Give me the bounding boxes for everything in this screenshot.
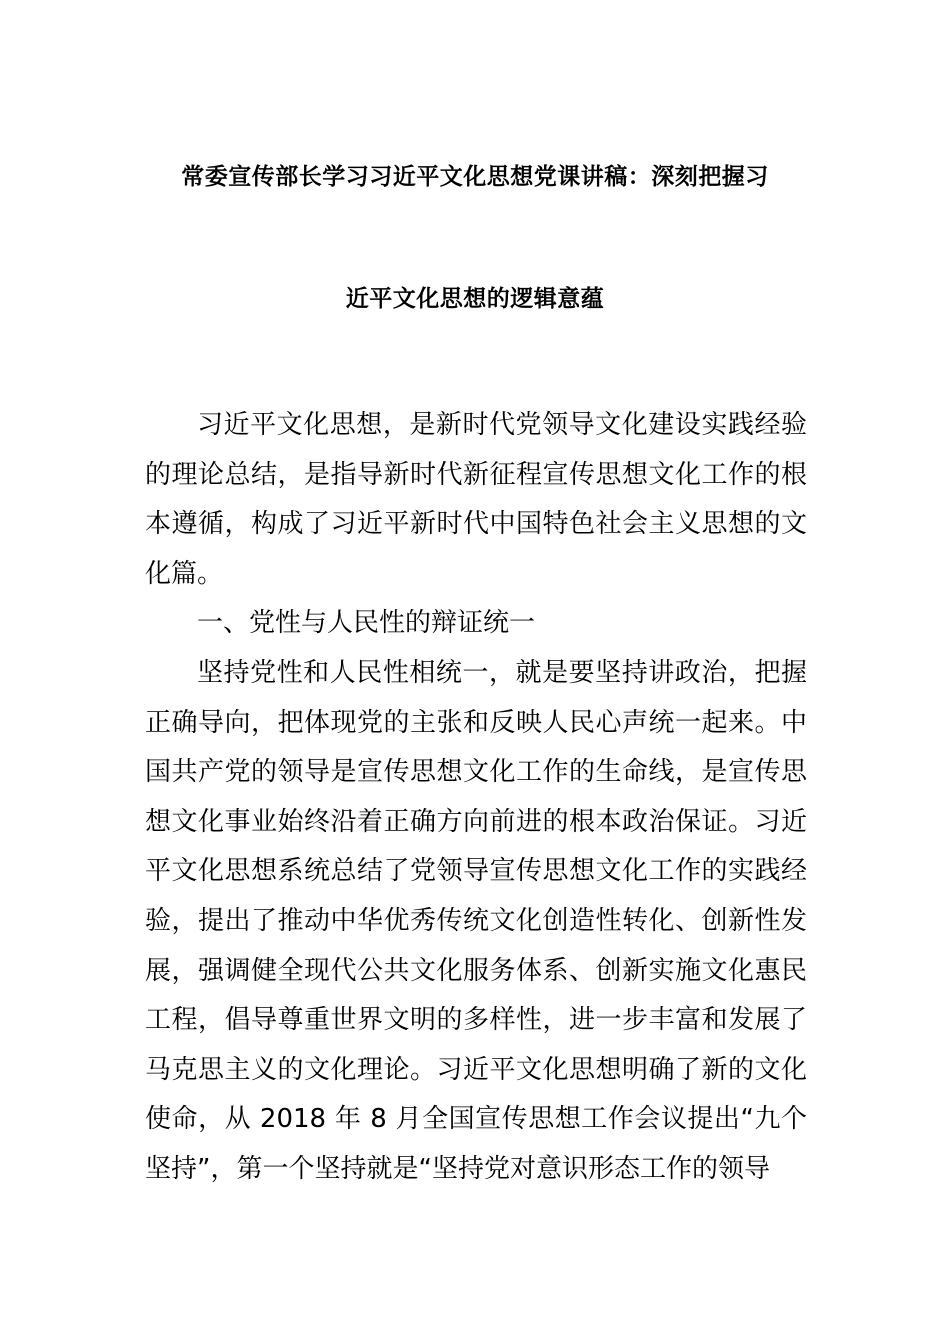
intro-paragraph: 习近平文化思想，是新时代党领导文化建设实践经验的理论总结，是指导新时代新征程宣传思想文化工作的根本遵循，构成了习近平新时代中国特色社会主义思想的文化篇。 [145, 410, 807, 589]
document-title-line-2: 近平文化思想的逻辑意蕴 [345, 286, 605, 312]
section-paragraph: 坚持党性和人民性相统一，就是要坚持讲政治，把握正确导向，把体现党的主张和反映人民心声统一起来。中国共产党的领导是宣传思想文化工作的生命线，是宣传思想文化事业始终沿着正确方向前进的根本政治保证。习近平文化思想系统总结了党领导宣传思想文化工作的实践经验，提出了推动中华优秀传统文化创造性转化、创新性发展，强调健全现代公共文化服务体系、创新实施文化惠民工程，倡导尊重世界文明的多样性，进一步丰富和发展了马克思主义的文化理论。习近平文化思想明确了新的文化使命，从 2018 年 8 月全国宣传思想工作会议提出“九个坚持”，第一个坚持就是“坚持党对意识形态工作的领导 [145, 657, 807, 1184]
document-body [145, 401, 807, 1195]
document-title-line-1: 常委宣传部长学习习近平文化思想党课讲稿：深刻把握习 [181, 164, 769, 190]
section-heading: 一、党性与人民性的辩证统一 [197, 608, 536, 639]
